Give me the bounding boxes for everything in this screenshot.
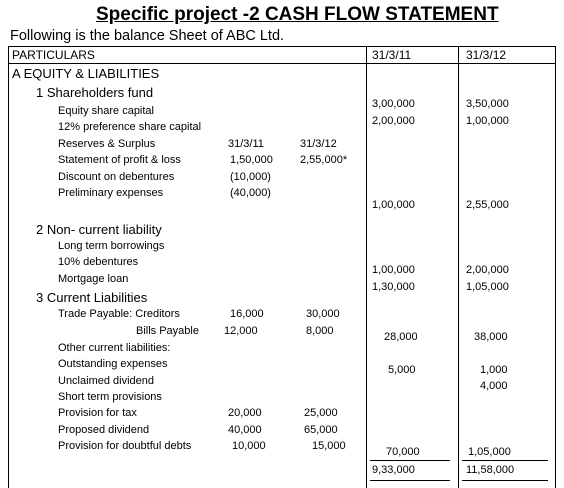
bills-payable-label: Bills Payable [136,325,199,337]
preliminary-expenses-label: Preliminary expenses [58,187,164,199]
table-top-border [8,46,556,47]
profit-loss-2011: 1,50,000 [230,154,273,166]
grand-total-2011: 9,33,000 [372,464,415,476]
proposed-dividend-2011: 40,000 [228,424,262,436]
reserves-sub-header-2011: 31/3/11 [228,138,264,150]
proposed-dividend-label: Proposed dividend [58,424,150,436]
reserves-total-2012: 2,55,000 [466,199,509,211]
column-divider-1 [366,46,367,488]
subtitle: Following is the balance Sheet of ABC Ltd. [10,28,285,44]
mortgage-loan-2011: 1,30,000 [372,281,415,293]
debentures-label: 10% debentures [58,256,139,268]
bottom-rule-2011 [370,480,450,481]
header-col-2011: 31/3/11 [372,48,412,62]
profit-loss-2012: 2,55,000* [300,154,348,166]
long-term-borrowings-label: Long term borrowings [58,240,165,252]
reserves-total-2011: 1,00,000 [372,199,415,211]
preference-share-capital-2012: 1,00,000 [466,115,509,127]
total-rule-2012 [462,460,548,461]
left-border [8,46,9,488]
provisions-total-2011: 70,000 [386,446,420,458]
other-current-liabilities-label: Other current liabilities: [58,342,171,354]
provision-tax-2012: 25,000 [304,407,338,419]
provision-doubtful-debts-2012: 15,000 [312,440,346,452]
outstanding-expenses-2011: 5,000 [388,364,416,376]
non-current-liability-heading: 2 Non- current liability [36,222,162,237]
bills-payable-2011: 12,000 [224,325,258,337]
debentures-2011: 1,00,000 [372,264,415,276]
creditors-2011: 16,000 [230,308,264,320]
preference-share-capital-2011: 2,00,000 [372,115,415,127]
equity-share-capital-label: Equity share capital [58,105,154,117]
reserves-sub-header-2012: 31/3/12 [300,138,337,150]
header-col-2012: 31/3/12 [466,48,507,62]
provision-doubtful-debts-2011: 10,000 [232,440,266,452]
grand-total-2012: 11,58,000 [466,464,515,476]
provision-tax-2011: 20,000 [228,407,262,419]
trade-payable-creditors-label: Trade Payable: Creditors [58,308,180,320]
short-term-provisions-label: Short term provisions [58,391,162,403]
reserves-surplus-label: Reserves & Surplus [58,138,156,150]
creditors-2012: 30,000 [306,308,340,320]
discount-debentures-2011: (10,000) [230,171,271,183]
debentures-2012: 2,00,000 [466,264,509,276]
mortgage-loan-2012: 1,05,000 [466,281,509,293]
bottom-rule-2012 [462,480,548,481]
provisions-total-2012: 1,05,000 [468,446,511,458]
trade-payable-total-2012: 38,000 [474,331,508,343]
page-title: Specific project -2 CASH FLOW STATEMENT [96,4,499,25]
current-liabilities-heading: 3 Current Liabilities [36,290,148,305]
total-rule-2011 [370,460,450,461]
profit-loss-label: Statement of profit & loss [58,154,181,166]
header-particulars: PARTICULARS [12,48,95,62]
unclaimed-dividend-label: Unclaimed dividend [58,375,154,387]
bills-payable-2012: 8,000 [306,325,334,337]
right-border [555,46,556,488]
outstanding-expenses-2012: 1,000 [480,364,508,376]
outstanding-expenses-label: Outstanding expenses [58,358,168,370]
shareholders-fund-heading: 1 Shareholders fund [36,85,154,100]
preliminary-expenses-2011: (40,000) [230,187,271,199]
column-divider-2 [458,46,459,488]
equity-share-capital-2011: 3,00,000 [372,98,415,110]
mortgage-loan-label: Mortgage loan [58,273,129,285]
preference-share-capital-label: 12% preference share capital [58,121,202,133]
provision-tax-label: Provision for tax [58,407,137,419]
discount-debentures-label: Discount on debentures [58,171,175,183]
proposed-dividend-2012: 65,000 [304,424,338,436]
provision-doubtful-debts-label: Provision for doubtful debts [58,440,192,452]
trade-payable-total-2011: 28,000 [384,331,418,343]
header-bottom-border [8,63,556,64]
unclaimed-dividend-2012: 4,000 [480,380,508,392]
equity-share-capital-2012: 3,50,000 [466,98,509,110]
section-equity-liabilities: A EQUITY & LIABILITIES [12,66,160,81]
